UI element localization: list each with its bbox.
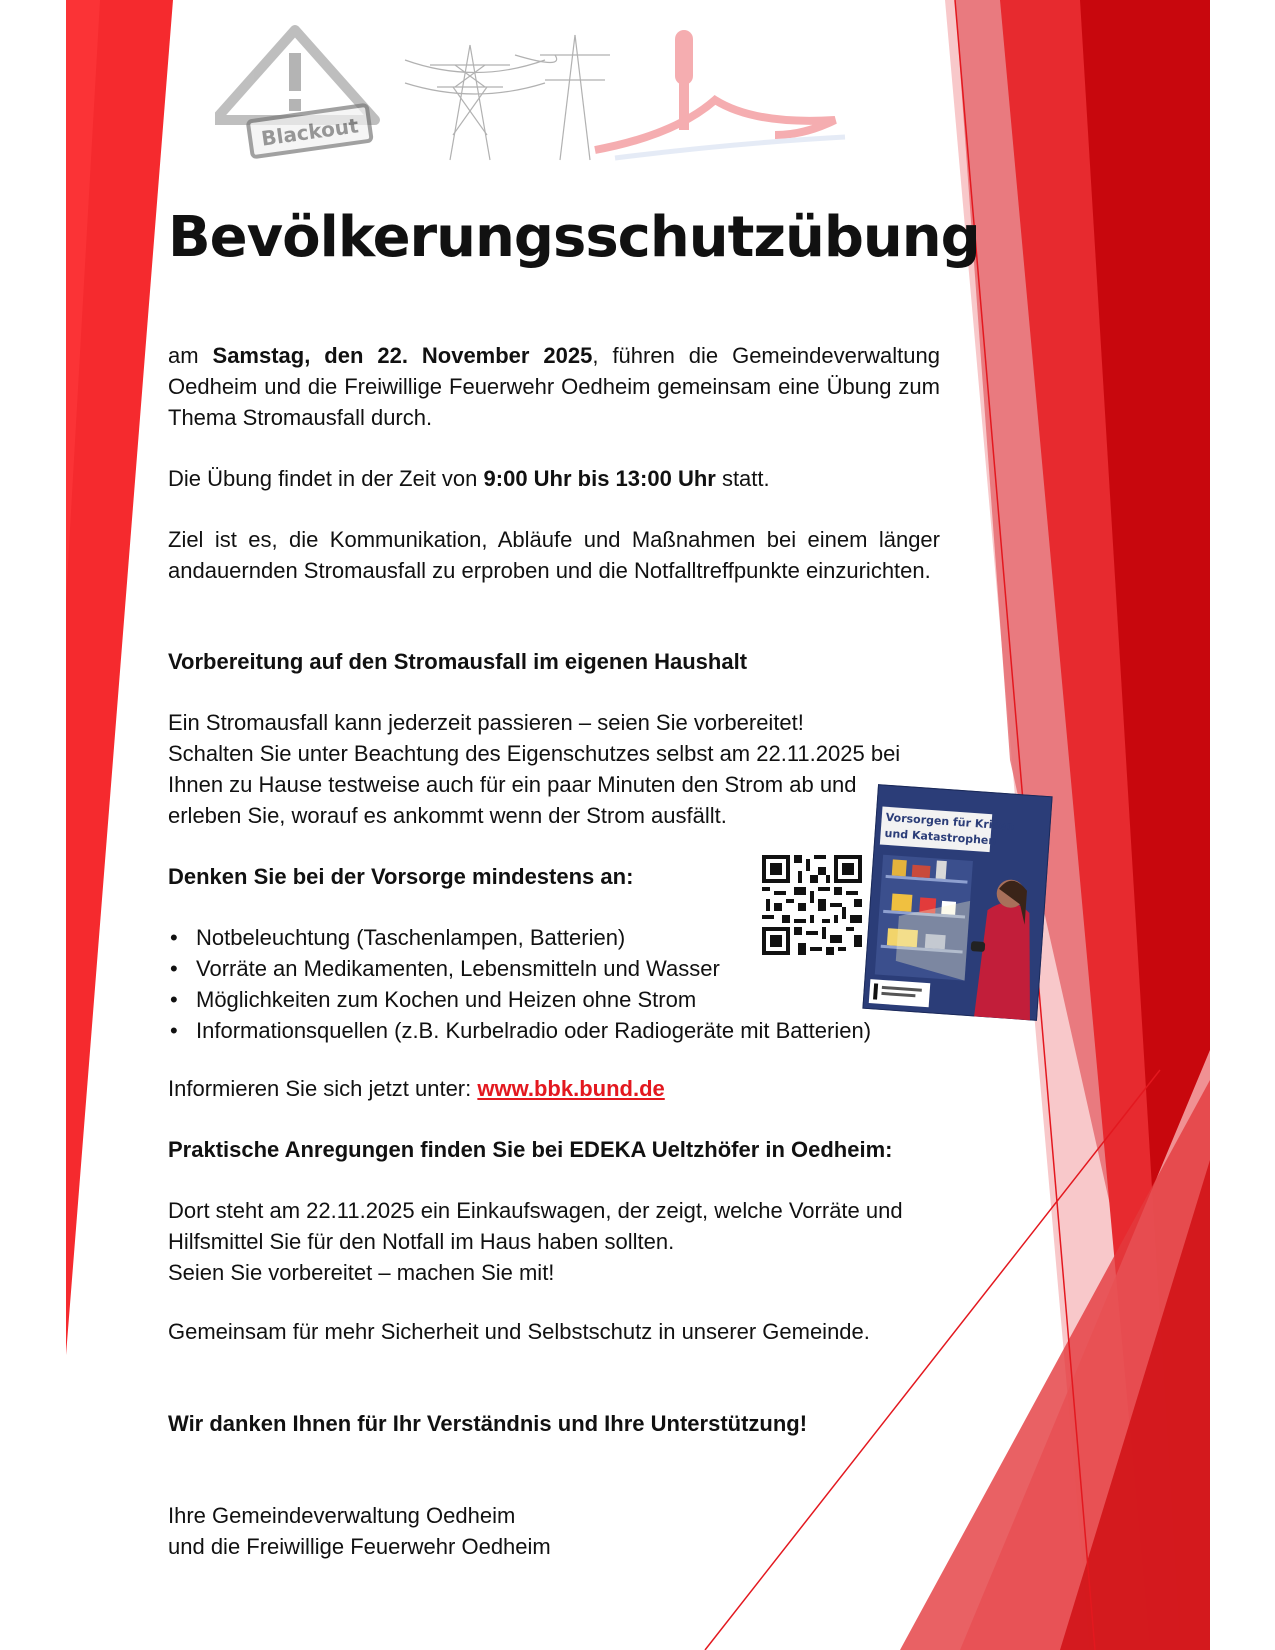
edeka-line: Dort steht am 22.11.2025 ein Einkaufswagen, der zeigt, welche Vorräte und (168, 1198, 903, 1223)
prep-line: Ihnen zu Hause testweise auch für ein paar Minuten den Strom ab und (168, 772, 857, 797)
qr-code-icon[interactable] (762, 855, 862, 955)
page-title: Bevölkerungsschutzübung (168, 205, 980, 270)
edeka-heading: Praktische Anregungen finden Sie bei EDEKA Ueltzhöfer in Oedheim: (168, 1137, 893, 1162)
blackout-sign-text: Blackout (259, 113, 360, 151)
info-text: Informieren Sie sich jetzt unter: (168, 1076, 478, 1101)
booklet-title: Vorsorgen für Krisen und Katastrophen (884, 810, 1015, 848)
header-illustration (215, 25, 895, 165)
prep-section (168, 707, 940, 831)
intro-paragraph (168, 340, 940, 433)
signature-section (168, 1500, 940, 1562)
time-section (168, 463, 940, 494)
bbk-link[interactable]: www.bbk.bund.de (477, 1076, 665, 1101)
edeka-line: Seien Sie vorbereitet – machen Sie mit! (168, 1260, 555, 1285)
prep-section-heading (168, 646, 940, 677)
intro-text-start: am (168, 343, 213, 368)
prep-heading: Vorbereitung auf den Stromausfall im eigenen Haushalt (168, 649, 748, 674)
booklet-cover-icon[interactable] (862, 784, 1052, 1021)
prep-line: Schalten Sie unter Beachtung des Eigenschutzes selbst am 22.11.2025 bei (168, 741, 901, 766)
signature-line: Ihre Gemeindeverwaltung Oedheim (168, 1503, 516, 1528)
checklist-item: • Möglichkeiten zum Kochen und Heizen ohne Strom (168, 984, 940, 1015)
community-section (168, 1316, 940, 1347)
checklist-item: • Informationsquellen (z.B. Kurbelradio oder Radiogeräte mit Batterien) (168, 1015, 940, 1046)
checklist-item: • Vorräte an Medikamenten, Lebensmitteln und Wasser (168, 953, 940, 984)
edeka-section (168, 1195, 940, 1288)
intro-text-end: , führen die Gemeindeverwaltung Oedheim und die Freiwillige Feuerwehr Oedheim gemeinsam eine Übung zum Thema Stromausfall durch. (168, 343, 940, 430)
shelf-illustration (875, 855, 973, 981)
community-line: Gemeinsam für mehr Sicherheit und Selbstschutz in unserer Gemeinde. (168, 1319, 870, 1344)
signature-line: und die Freiwillige Feuerwehr Oedheim (168, 1534, 551, 1559)
intro-section (168, 340, 940, 433)
thanks-line: Wir danken Ihnen für Ihr Verständnis und Ihre Unterstützung! (168, 1411, 808, 1436)
checklist-item: • Notbeleuchtung (Taschenlampen, Batterien) (168, 922, 940, 953)
exercise-date: Samstag, den 22. November 2025 (212, 343, 593, 368)
time-text-start: Die Übung findet in der Zeit von (168, 466, 484, 491)
time-text-end: statt. (715, 466, 770, 491)
prep-line: Ein Stromausfall kann jederzeit passieren – seien Sie vorbereitet! (168, 710, 804, 735)
checklist-heading: Denken Sie bei der Vorsorge mindestens an: (168, 864, 634, 889)
goal-paragraph: Ziel ist es, die Kommunikation, Abläufe und Maßnahmen bei einem länger andauernden Stromausfall zu erproben und die Notfalltreffpunkte einzurichten. (168, 527, 940, 583)
edeka-line: Hilfsmittel Sie für den Notfall im Haus haben sollten. (168, 1229, 675, 1254)
thanks-section (168, 1408, 940, 1439)
info-paragraph (168, 1073, 940, 1104)
time-paragraph (168, 463, 940, 494)
prep-line: erleben Sie, worauf es ankommt wenn der Strom ausfällt. (168, 803, 727, 828)
edeka-heading-block (168, 1134, 940, 1165)
exercise-time: 9:00 Uhr bis 13:00 Uhr (483, 466, 716, 491)
goal-section (168, 524, 940, 586)
info-section (168, 1073, 940, 1104)
